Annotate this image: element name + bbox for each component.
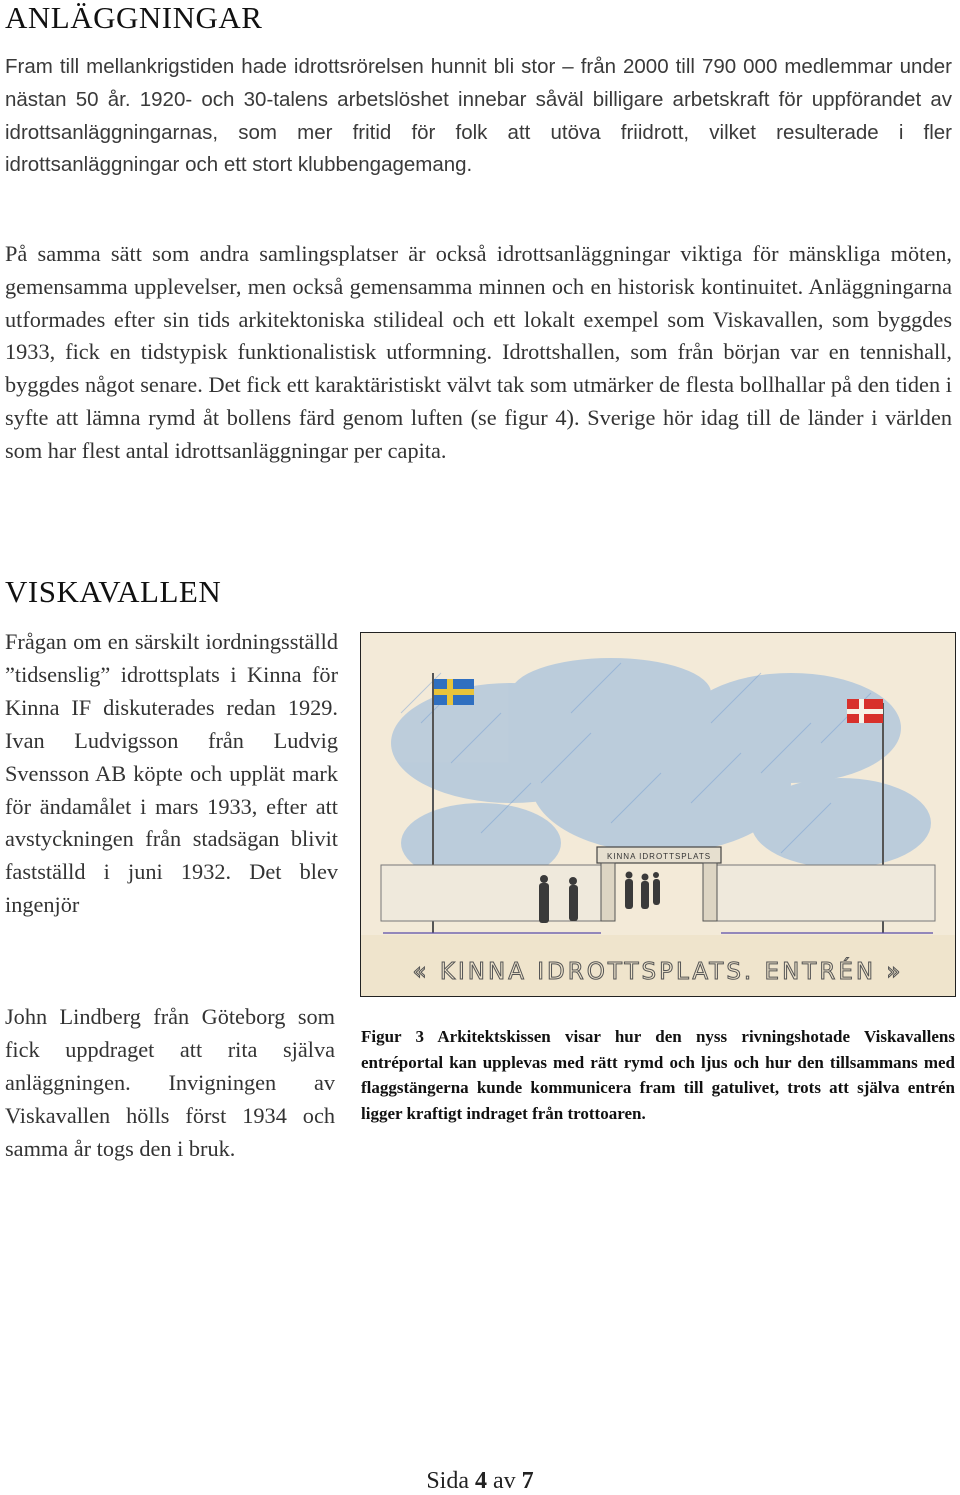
footer-total-pages: 7 (521, 1468, 534, 1494)
section-heading-anlaggningar: ANLÄGGNINGAR (5, 0, 263, 35)
viskavallen-paragraph-2: John Lindberg från Göteborg som fick uppdraget att rita själva anläggningen. Invigningen av Viskavallen hölls först 1934 och samma år togs den i bruk. (5, 1004, 335, 1161)
figure-caption: Figur 3 Arkitektskissen visar hur den nyss rivningshotade Viskavallens entréportal kan upplevas med rätt rymd och ljus och hur den tillsammans med flaggstängerna kunde kommunicera fram till gatulivet, trots att själva entrén ligger kraftigt indraget från trottoaren. (361, 1027, 955, 1123)
footer-page-number: 4 (475, 1468, 487, 1494)
intro-paragraph: Fram till mellankrigstiden hade idrottsrörelsen hunnit bli stor – från 2000 till 790 000 medlemmar under nästan 50 år. 1920- och 30-talens arbetslöshet innebar såväl billigare arbetskraft för uppförandet av idrottsanläggningarnas, som mer fritid för folk att utöva friidrott, vilket resulterade i fler idrottsanläggningar och ett stort klubbengagemang. (5, 55, 952, 177)
page-footer (0, 1468, 960, 1495)
architect-sketch-image (360, 632, 956, 997)
footer-prefix: Sida (426, 1468, 469, 1494)
portal-sign: KINNA IDROTTSPLATS (606, 852, 712, 861)
section-heading-viskavallen: VISKAVALLEN (5, 574, 222, 609)
footer-middle: av (493, 1468, 516, 1494)
danish-flag (847, 699, 883, 723)
sketch-drawing (361, 633, 955, 996)
body-paragraph: På samma sätt som andra samlingsplatser är också idrottsanläggningar viktiga för mänskliga möten, gemensamma upplevelser, men också gemensamma minnen och en historisk kontinuitet. Anläggningarna utformades efter sin tids arkitektoniska stilideal och ett lokalt exempel som Viskavallen, som byggdes 1933, fick en tidstypisk funktionalistisk utformning. Idrottshallen, som från början var en tennishall, byggdes något senare. Det fick ett karaktäristiskt välvt tak som utmärker de flesta bollhallar på den tiden i syfte att lämna rymd åt bollens färd genom luften (se figur 4). Sverige hör idag till de länder i världen som har flest antal idrottsanläggningar per capita. (5, 241, 952, 463)
swedish-flag (434, 679, 474, 705)
sketch-title-text: « KINNA IDROTTSPLATS. ENTRÉN » (412, 959, 904, 985)
viskavallen-paragraph-1: Frågan om en särskilt iordningsställd ”tidsenslig” idrottsplats i Kinna för Kinna IF diskuterades redan 1929. Ivan Ludvigsson från Ludvig Svensson AB köpte och upplät mark för ändamålet i mars 1933, efter att avstyckningen från stadsägan blivit fastställd i juni 1932. Det blev ingenjör (5, 629, 338, 918)
